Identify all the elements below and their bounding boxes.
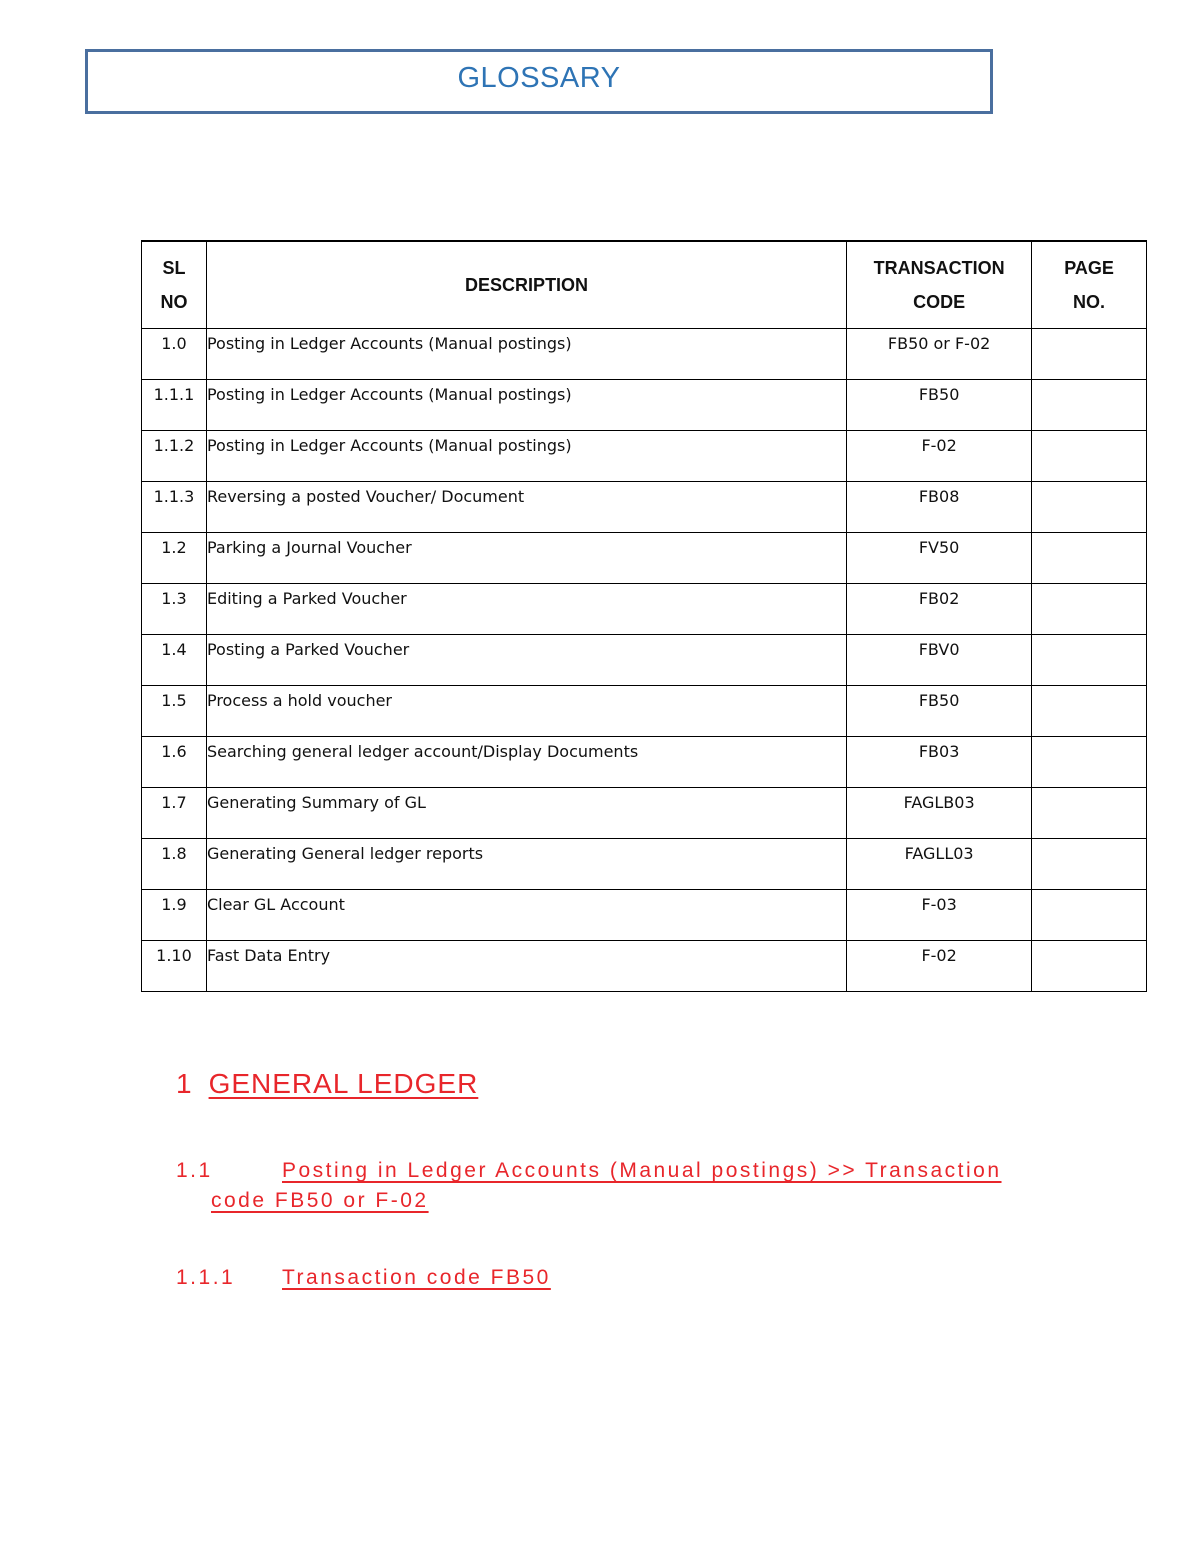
cell-sl-no: 1.0 bbox=[142, 329, 207, 380]
section-number: 1.1 bbox=[176, 1159, 213, 1182]
cell-description: Generating Summary of GL bbox=[206, 788, 846, 839]
cell-description: Process a hold voucher bbox=[206, 686, 846, 737]
header-description: DESCRIPTION bbox=[206, 241, 846, 329]
cell-sl-no: 1.1.3 bbox=[142, 482, 207, 533]
header-transaction-code: TRANSACTION CODE bbox=[847, 241, 1032, 329]
cell-page-no bbox=[1032, 941, 1147, 992]
cell-transaction-code: FB03 bbox=[847, 737, 1032, 788]
cell-sl-no: 1.7 bbox=[142, 788, 207, 839]
cell-page-no bbox=[1032, 737, 1147, 788]
cell-description: Posting in Ledger Accounts (Manual postings) bbox=[206, 329, 846, 380]
section-heading-1 bbox=[176, 1068, 478, 1100]
cell-page-no bbox=[1032, 533, 1147, 584]
cell-sl-no: 1.10 bbox=[142, 941, 207, 992]
cell-transaction-code: FB50 bbox=[847, 380, 1032, 431]
cell-page-no bbox=[1032, 584, 1147, 635]
glossary-table bbox=[141, 240, 1147, 992]
table-header-row bbox=[142, 241, 1147, 329]
table-row bbox=[142, 890, 1147, 941]
cell-description: Generating General ledger reports bbox=[206, 839, 846, 890]
section-number: 1 bbox=[176, 1068, 193, 1099]
table-row bbox=[142, 584, 1147, 635]
cell-sl-no: 1.3 bbox=[142, 584, 207, 635]
cell-transaction-code: FB50 or F-02 bbox=[847, 329, 1032, 380]
cell-sl-no: 1.4 bbox=[142, 635, 207, 686]
cell-description: Posting in Ledger Accounts (Manual postings) bbox=[206, 380, 846, 431]
cell-transaction-code: F-02 bbox=[847, 941, 1032, 992]
section-heading-1-1 bbox=[176, 1156, 1056, 1216]
header-sl-no: SL NO bbox=[142, 241, 207, 329]
cell-page-no bbox=[1032, 890, 1147, 941]
cell-page-no bbox=[1032, 839, 1147, 890]
table-row bbox=[142, 839, 1147, 890]
table-row bbox=[142, 431, 1147, 482]
cell-description: Posting in Ledger Accounts (Manual postings) bbox=[206, 431, 846, 482]
table-row bbox=[142, 380, 1147, 431]
section-title: GENERAL LEDGER bbox=[208, 1068, 479, 1099]
cell-page-no bbox=[1032, 329, 1147, 380]
cell-transaction-code: FB08 bbox=[847, 482, 1032, 533]
cell-description: Fast Data Entry bbox=[206, 941, 846, 992]
table-row bbox=[142, 533, 1147, 584]
glossary-title-box bbox=[85, 49, 993, 114]
section-title-line2: code FB50 or F-02 bbox=[211, 1189, 429, 1212]
header-page-no: PAGE NO. bbox=[1032, 241, 1147, 329]
cell-description: Posting a Parked Voucher bbox=[206, 635, 846, 686]
cell-description: Reversing a posted Voucher/ Document bbox=[206, 482, 846, 533]
cell-transaction-code: FB50 bbox=[847, 686, 1032, 737]
cell-transaction-code: FAGLB03 bbox=[847, 788, 1032, 839]
cell-transaction-code: FAGLL03 bbox=[847, 839, 1032, 890]
section-title: Transaction code FB50 bbox=[282, 1266, 551, 1289]
cell-description: Editing a Parked Voucher bbox=[206, 584, 846, 635]
cell-sl-no: 1.1.2 bbox=[142, 431, 207, 482]
table-row bbox=[142, 482, 1147, 533]
cell-description: Parking a Journal Voucher bbox=[206, 533, 846, 584]
cell-transaction-code: F-02 bbox=[847, 431, 1032, 482]
cell-sl-no: 1.6 bbox=[142, 737, 207, 788]
cell-description: Searching general ledger account/Display Documents bbox=[206, 737, 846, 788]
section-number: 1.1.1 bbox=[176, 1266, 236, 1289]
table-row bbox=[142, 941, 1147, 992]
cell-page-no bbox=[1032, 482, 1147, 533]
cell-transaction-code: FBV0 bbox=[847, 635, 1032, 686]
cell-transaction-code: F-03 bbox=[847, 890, 1032, 941]
table-row bbox=[142, 737, 1147, 788]
table-row bbox=[142, 635, 1147, 686]
cell-page-no bbox=[1032, 635, 1147, 686]
cell-description: Clear GL Account bbox=[206, 890, 846, 941]
cell-transaction-code: FV50 bbox=[847, 533, 1032, 584]
table-row bbox=[142, 686, 1147, 737]
glossary-title: GLOSSARY bbox=[457, 62, 621, 94]
table-row bbox=[142, 329, 1147, 380]
cell-sl-no: 1.2 bbox=[142, 533, 207, 584]
cell-page-no bbox=[1032, 686, 1147, 737]
section-title-line1: Posting in Ledger Accounts (Manual postings) >> Transaction bbox=[282, 1159, 1002, 1182]
cell-page-no bbox=[1032, 788, 1147, 839]
cell-page-no bbox=[1032, 380, 1147, 431]
cell-sl-no: 1.9 bbox=[142, 890, 207, 941]
cell-page-no bbox=[1032, 431, 1147, 482]
cell-transaction-code: FB02 bbox=[847, 584, 1032, 635]
cell-sl-no: 1.5 bbox=[142, 686, 207, 737]
table-row bbox=[142, 788, 1147, 839]
cell-sl-no: 1.8 bbox=[142, 839, 207, 890]
section-heading-1-1-1 bbox=[176, 1266, 551, 1290]
cell-sl-no: 1.1.1 bbox=[142, 380, 207, 431]
